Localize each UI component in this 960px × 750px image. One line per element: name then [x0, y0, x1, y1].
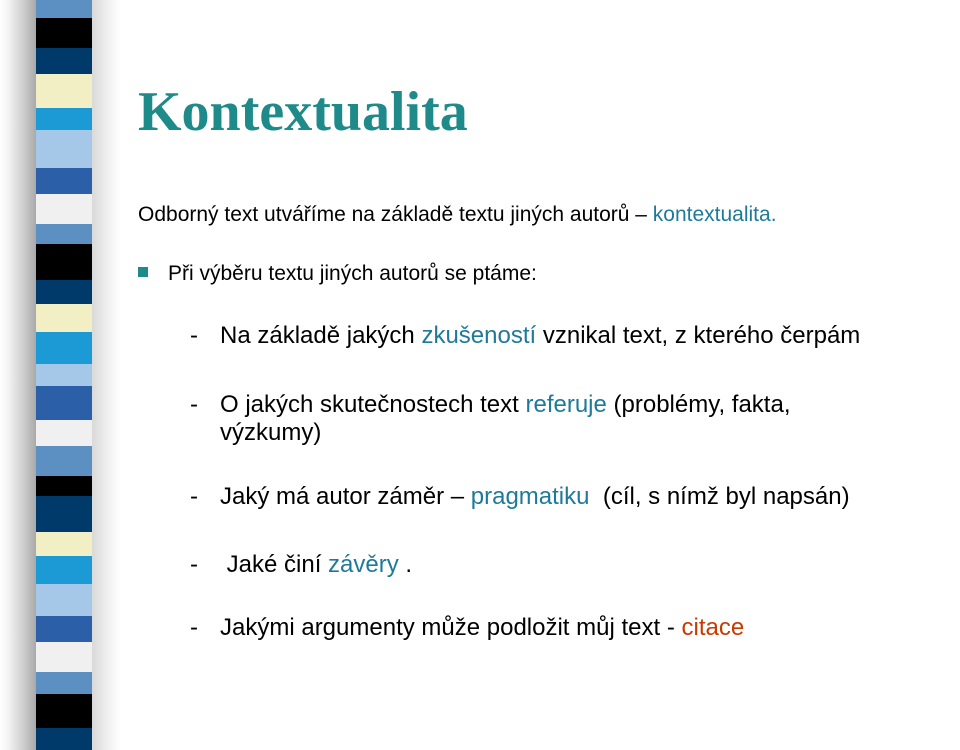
list-item-pre: Na základě jakých — [220, 322, 422, 349]
color-block — [36, 364, 92, 386]
color-block — [36, 642, 92, 672]
list-item-post: (cíl, s nímž byl napsán) — [589, 483, 850, 510]
list-item-post: vznikal text, z kterého čerpám — [536, 322, 861, 349]
color-block — [36, 672, 92, 694]
intro-text: Odborný text utváříme na základě textu jiných autorů – — [138, 203, 653, 226]
left-bar-shadow — [92, 0, 120, 750]
list-item-text — [220, 483, 960, 511]
color-block — [36, 224, 92, 244]
list-item — [190, 483, 960, 511]
list-item-highlight: pragmatiku — [470, 483, 590, 510]
color-block — [36, 332, 92, 364]
list-item-pre: Jakými argumenty může podložit můj text - — [220, 614, 682, 641]
color-block — [36, 168, 92, 194]
list-item-highlight: citace — [681, 614, 745, 641]
left-bar-gradient — [0, 0, 36, 750]
intro-sentence — [138, 203, 777, 227]
color-block — [36, 728, 92, 750]
list-item — [190, 551, 890, 579]
color-block — [36, 476, 92, 496]
color-block — [36, 280, 92, 304]
decorative-left-bar — [0, 0, 120, 750]
color-block — [36, 446, 92, 476]
color-block — [36, 694, 92, 728]
color-block-strip — [36, 0, 92, 750]
color-block — [36, 244, 92, 280]
list-item-post: . — [398, 551, 413, 578]
color-block — [36, 194, 92, 224]
color-block — [36, 584, 92, 616]
list-item-pre: O jakých skutečnostech text — [220, 391, 526, 418]
color-block — [36, 556, 92, 584]
list-item — [190, 391, 890, 447]
dash-marker: - — [190, 322, 198, 349]
color-block — [36, 496, 92, 532]
list-item — [190, 322, 950, 350]
color-block — [36, 130, 92, 168]
list-item-highlight: závěry — [328, 551, 399, 578]
color-block — [36, 532, 92, 556]
color-block — [36, 0, 92, 18]
list-item-text — [220, 391, 890, 447]
slide-title: Kontextualita — [138, 81, 468, 143]
dash-marker: - — [190, 614, 198, 641]
bullet-heading — [138, 262, 537, 286]
bullet-heading-text: Při výběru textu jiných autorů se ptáme: — [168, 262, 537, 285]
color-block — [36, 74, 92, 108]
color-block — [36, 304, 92, 332]
list-item-post: (problémy, fakta, výzkumy) — [220, 391, 791, 446]
list-item-highlight: zkušeností — [421, 322, 537, 349]
list-item — [190, 614, 950, 642]
color-block — [36, 48, 92, 74]
list-item-highlight: referuje — [525, 391, 607, 418]
intro-highlight: kontextualita. — [652, 203, 777, 226]
color-block — [36, 18, 92, 48]
color-block — [36, 420, 92, 446]
dash-marker: - — [190, 551, 198, 578]
list-item-text — [220, 322, 950, 350]
color-block — [36, 616, 92, 642]
square-bullet-icon — [138, 267, 148, 277]
list-item-pre: Jaký má autor záměr – — [220, 483, 471, 510]
list-item-text — [220, 614, 950, 642]
list-item-text — [220, 551, 890, 579]
color-block — [36, 386, 92, 420]
dash-marker: - — [190, 391, 198, 418]
list-item-pre: Jaké činí — [220, 551, 329, 578]
color-block — [36, 108, 92, 130]
dash-marker: - — [190, 483, 198, 510]
